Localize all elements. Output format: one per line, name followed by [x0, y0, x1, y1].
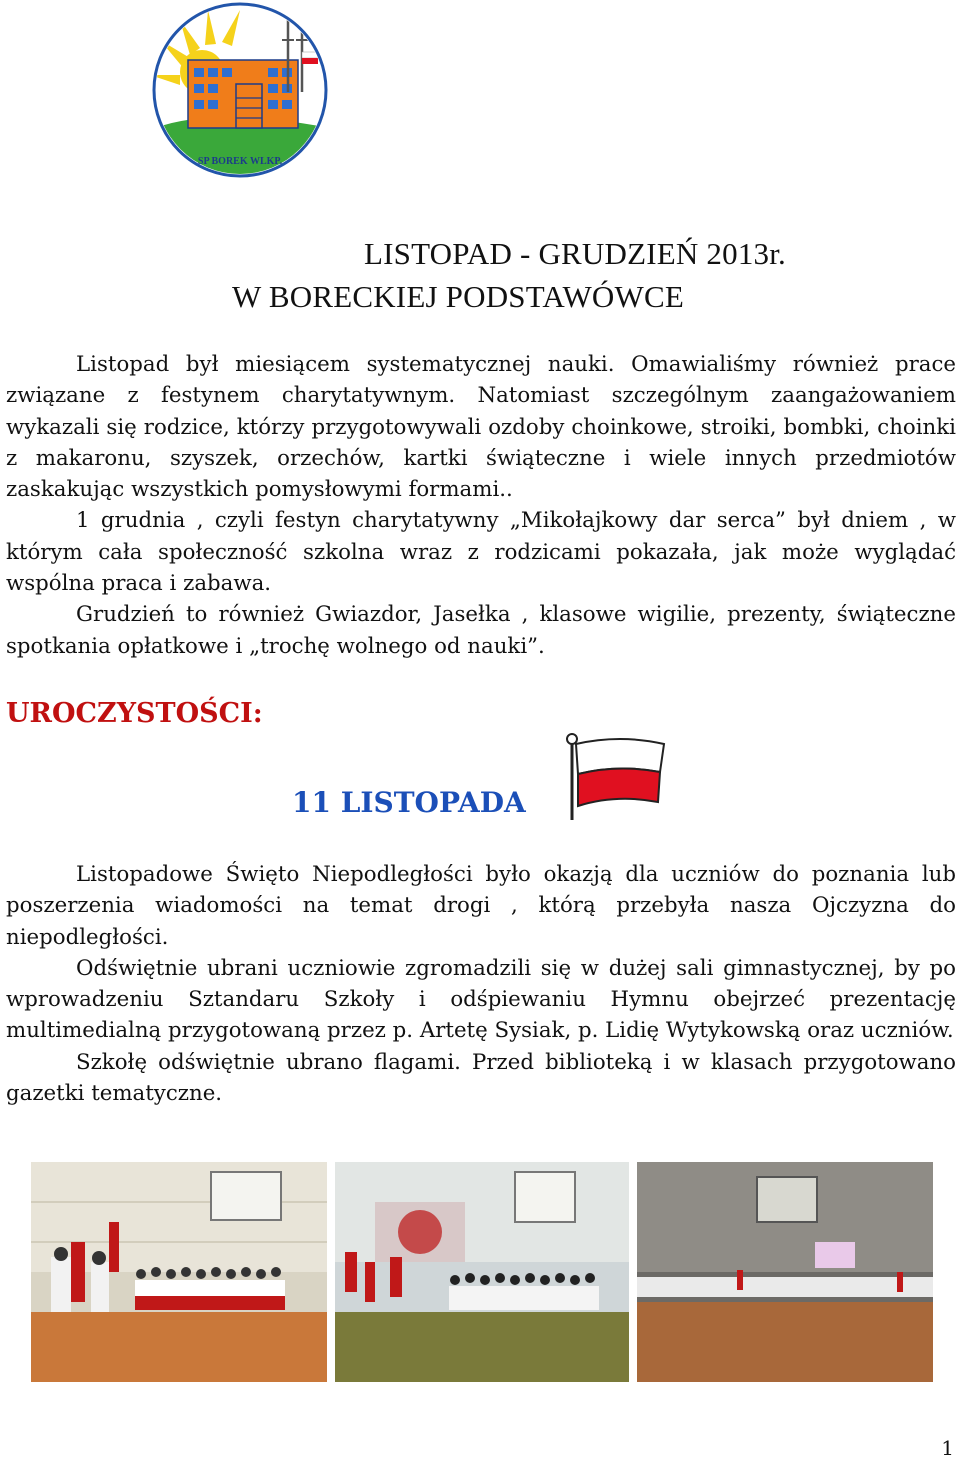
intro-text: [6, 349, 956, 662]
photo-flag-bearers: [31, 1162, 327, 1382]
polish-flag-icon: [560, 730, 675, 822]
section-subheading: 11 LISTOPADA: [292, 786, 526, 819]
intro-paragraph-1: Listopad był miesiącem systematycznej nauki. Omawialiśmy również prace związane z festynem charytatywnym. Natomiast szczególnym zaangażowaniem wykazali się rodzice, którzy przygotowywali ozdoby choinkowe, stroiki, bombki, choinki z makaronu, szyszek, orzechów, kartki świąteczne i wiele innych przedmiotów zaskakując wszystkich pomysłowymi formami..: [6, 352, 956, 503]
section-paragraph-3: Szkołę odświętnie ubrano flagami. Przed biblioteką i w klasach przygotowano gazetki tematyczne.: [6, 1049, 956, 1107]
section-text: [6, 859, 956, 1109]
logo-caption: SP BOREK WLKP.: [197, 156, 283, 167]
photo-ceremony-hall: [335, 1162, 629, 1382]
page-title-line-1: LISTOPAD - GRUDZIEŃ 2013r.: [364, 236, 786, 271]
school-logo: [150, 0, 330, 184]
page-number: 1: [941, 1436, 954, 1460]
section-paragraph-1: Listopadowe Święto Niepodległości było okazją dla uczniów do poznania lub poszerzenia wiadomości na temat drogi , którą przebyła nasza Ojczyzna do niepodległości.: [6, 862, 956, 950]
page-title-line-2: W BORECKIEJ PODSTAWÓWCE: [232, 279, 684, 314]
section-paragraph-2: Odświętnie ubrani uczniowie zgromadzili się w dużej sali gimnastycznej, by po wprowadzeniu Sztandaru Szkoły i odśpiewaniu Hymnu obejrzeć prezentację multimedialną przygotowaną przez p. Artetę Sysiak, p. Lidię Wytykowską oraz uczniów.: [6, 955, 956, 1044]
intro-paragraph-3: Grudzień to również Gwiazdor, Jasełka , klasowe wigilie, prezenty, świąteczne spotkania opłatkowe i „trochę wolnego od nauki”.: [6, 602, 956, 659]
photo-multimedia-presentation: [637, 1162, 933, 1382]
intro-paragraph-2: 1 grudnia , czyli festyn charytatywny „Mikołajkowy dar serca” był dniem , w którym cała społeczność szkolna wraz z rodzicami pokazała, jak może wyglądać wspólna praca i zabawa.: [6, 508, 956, 597]
section-heading: UROCZYSTOŚCI:: [6, 698, 263, 729]
